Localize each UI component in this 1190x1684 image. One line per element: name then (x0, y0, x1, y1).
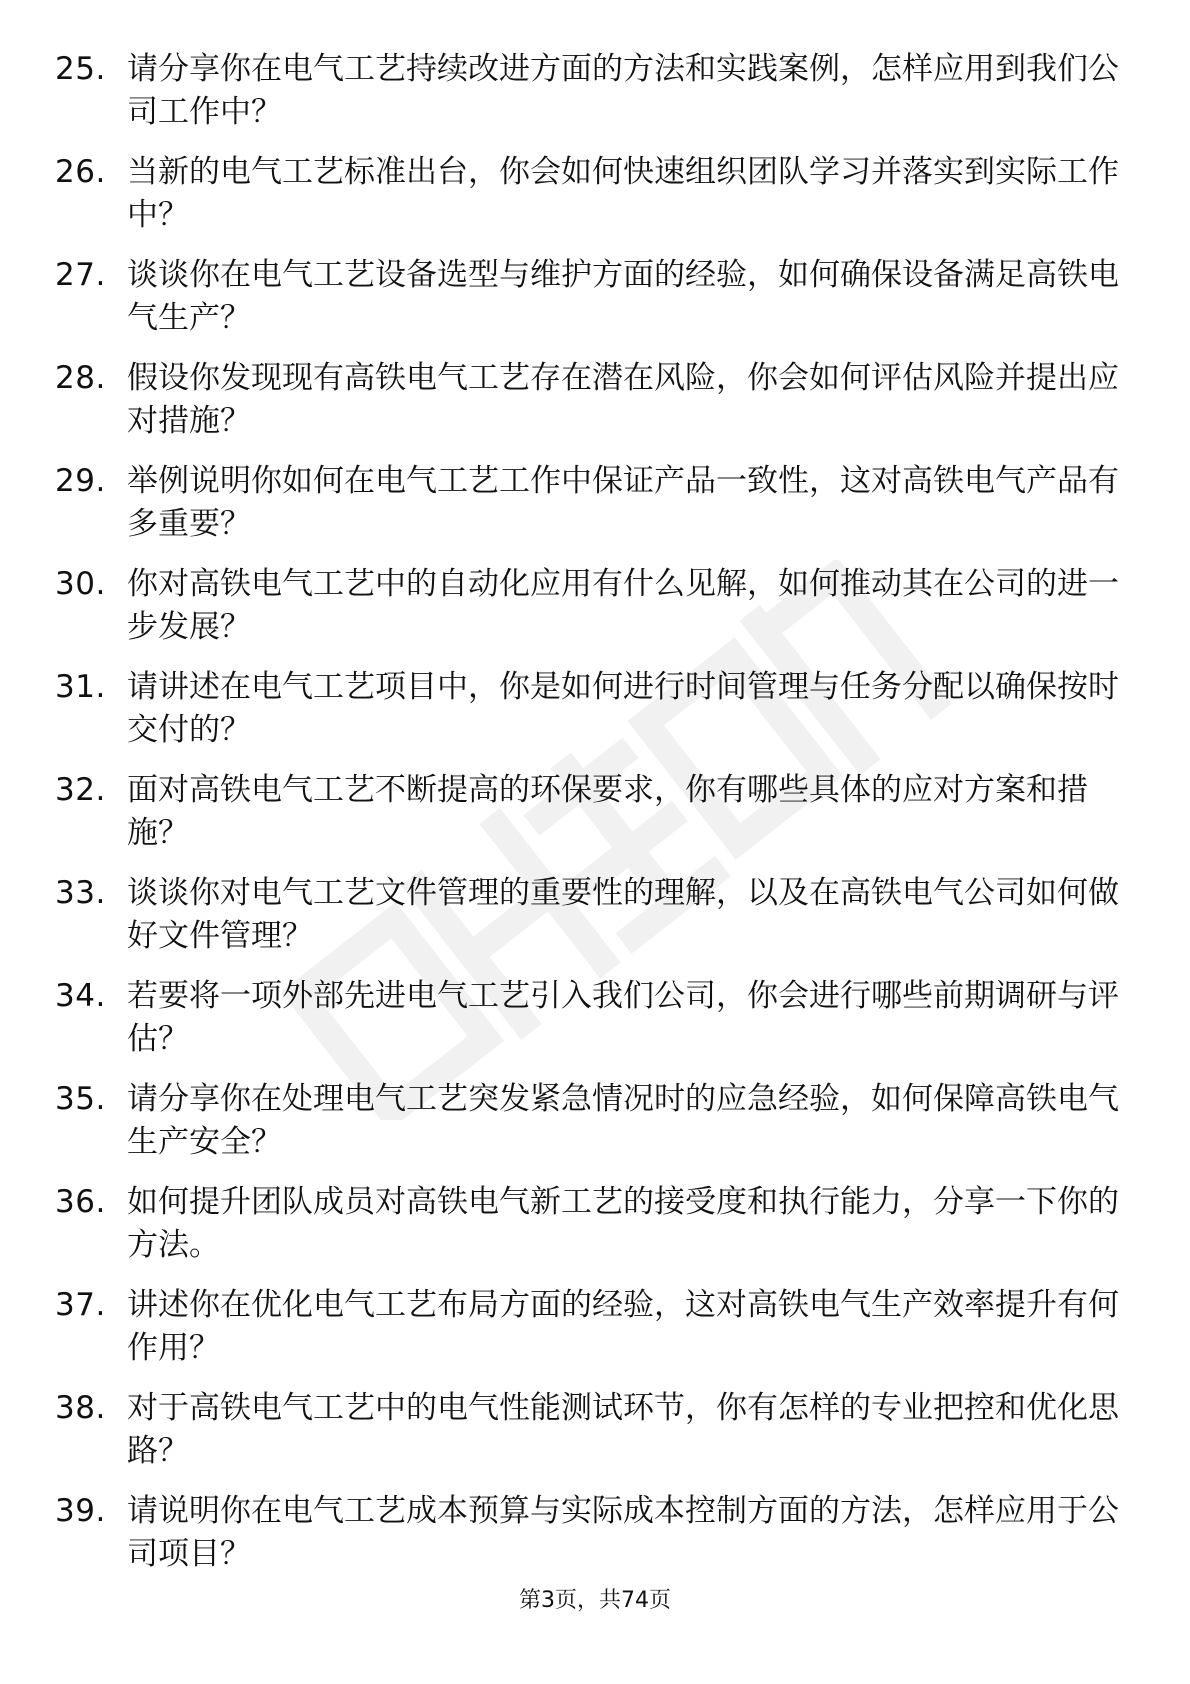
question-item (55, 254, 1125, 357)
question-item (55, 1181, 1125, 1284)
question-number: 29. (55, 463, 106, 499)
question-text: 谈谈你在电气工艺设备选型与维护方面的经验，如何确保设备满足高铁电气生产？ (127, 257, 1119, 336)
question-text: 谈谈你对电气工艺文件管理的重要性的理解，以及在高铁电气公司如何做好文件管理？ (127, 875, 1119, 954)
question-number: 35. (55, 1081, 106, 1117)
question-item (55, 1490, 1125, 1593)
question-item (55, 666, 1125, 769)
question-text: 举例说明你如何在电气工艺工作中保证产品一致性，这对高铁电气产品有多重要？ (127, 463, 1119, 542)
question-list (55, 48, 1125, 1593)
question-item (55, 1078, 1125, 1181)
question-item (55, 48, 1125, 151)
question-number: 28. (55, 360, 106, 396)
question-number: 27. (55, 257, 106, 293)
question-number: 36. (55, 1184, 106, 1220)
question-number: 37. (55, 1287, 106, 1323)
question-item (55, 563, 1125, 666)
question-number: 33. (55, 875, 106, 911)
question-text: 假设你发现现有高铁电气工艺存在潜在风险，你会如何评估风险并提出应对措施？ (127, 360, 1119, 439)
question-item (55, 769, 1125, 872)
question-text: 如何提升团队成员对高铁电气新工艺的接受度和执行能力，分享一下你的方法。 (127, 1184, 1119, 1263)
question-item (55, 1284, 1125, 1387)
question-number: 34. (55, 978, 106, 1014)
question-item (55, 1387, 1125, 1490)
question-number: 39. (55, 1493, 106, 1529)
question-text: 若要将一项外部先进电气工艺引入我们公司，你会进行哪些前期调研与评估？ (127, 978, 1119, 1057)
question-item (55, 975, 1125, 1078)
question-number: 30. (55, 566, 106, 602)
question-text: 讲述你在优化电气工艺布局方面的经验，这对高铁电气生产效率提升有何作用？ (127, 1287, 1119, 1366)
question-text: 当新的电气工艺标准出台，你会如何快速组织团队学习并落实到实际工作中？ (127, 154, 1119, 233)
question-item (55, 460, 1125, 563)
question-text: 请说明你在电气工艺成本预算与实际成本控制方面的方法，怎样应用于公司项目？ (127, 1493, 1119, 1572)
question-text: 你对高铁电气工艺中的自动化应用有什么见解，如何推动其在公司的进一步发展？ (127, 566, 1119, 645)
question-number: 32. (55, 772, 106, 808)
question-text: 面对高铁电气工艺不断提高的环保要求，你有哪些具体的应对方案和措施？ (127, 772, 1088, 851)
question-item (55, 151, 1125, 254)
page-number-label: 第3页，共74页 (519, 1588, 671, 1613)
question-text: 请讲述在电气工艺项目中，你是如何进行时间管理与任务分配以确保按时交付的？ (127, 669, 1119, 748)
question-item (55, 872, 1125, 975)
question-number: 25. (55, 51, 106, 87)
question-item (55, 357, 1125, 460)
page-footer (0, 1586, 1190, 1616)
question-text: 对于高铁电气工艺中的电气性能测试环节，你有怎样的专业把控和优化思路？ (127, 1390, 1119, 1469)
question-number: 31. (55, 669, 106, 705)
question-text: 请分享你在电气工艺持续改进方面的方法和实践案例，怎样应用到我们公司工作中？ (127, 51, 1119, 130)
question-number: 26. (55, 154, 106, 190)
question-number: 38. (55, 1390, 106, 1426)
question-text: 请分享你在处理电气工艺突发紧急情况时的应急经验，如何保障高铁电气生产安全？ (127, 1081, 1119, 1160)
